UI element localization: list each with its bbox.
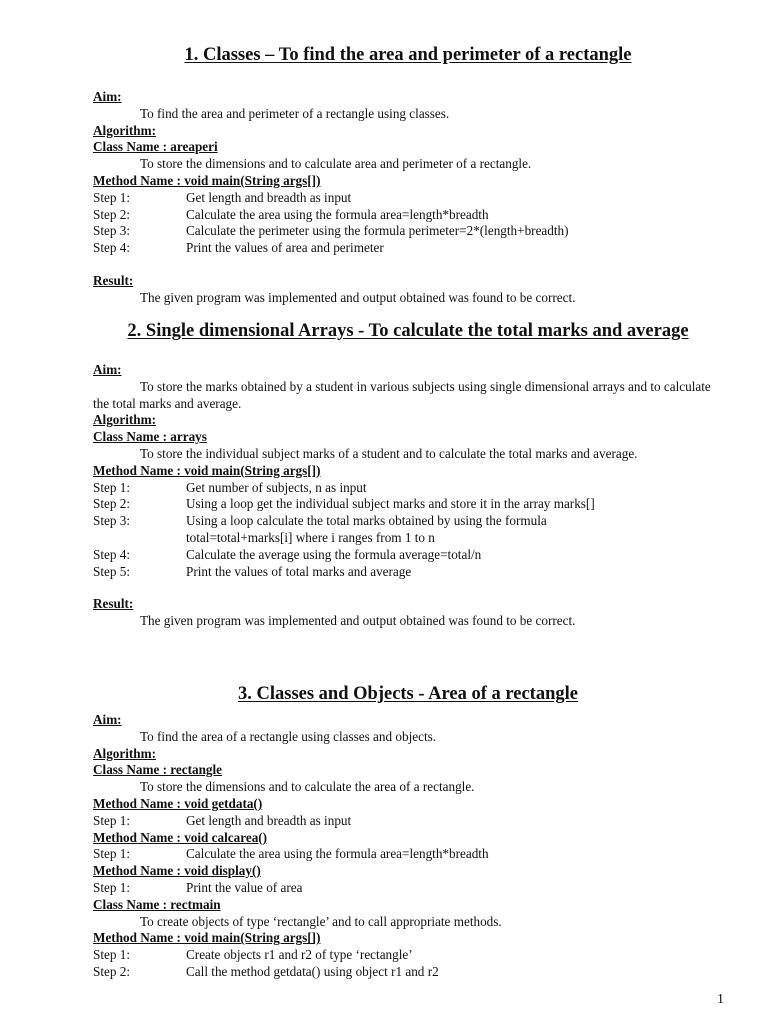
step-row (93, 223, 723, 240)
method-name: Method Name : void main(String args[]) (93, 462, 321, 478)
class-description: To store the dimensions and to calculate the area of a rectangle. (140, 779, 475, 795)
section-title: 3. Classes and Objects - Area of a rectangle (238, 684, 578, 704)
step-number: Step 1: (93, 947, 130, 963)
step-row (93, 496, 723, 513)
algorithm-label: Algorithm: (93, 745, 156, 761)
step-text: Print the values of total marks and average (186, 563, 412, 579)
step-row (93, 207, 723, 224)
aim-text: To store the marks obtained by a student in various subjects using single dimensional arrays and to calculate the total marks and average. (93, 378, 711, 411)
result-label: Result: (93, 272, 134, 288)
aim-text: To find the area and perimeter of a rectangle using classes. (140, 105, 450, 121)
step-row (93, 947, 723, 964)
method-name: Method Name : void main(String args[]) (93, 930, 321, 946)
step-number: Step 1: (93, 189, 130, 205)
step-row (93, 480, 723, 497)
section-3 (93, 683, 723, 981)
step-number: Step 1: (93, 812, 130, 828)
result-text: The given program was implemented and output obtained was found to be correct. (140, 613, 576, 629)
aim-text: To find the area of a rectangle using classes and objects. (140, 728, 437, 744)
section-title: 2. Single dimensional Arrays - To calculate the total marks and average (127, 321, 689, 341)
step-row (93, 813, 723, 830)
step-text: Get number of subjects, n as input (186, 479, 367, 495)
step-number: Step 1: (93, 846, 130, 862)
step-text: Calculate the area using the formula area=length*breadth (186, 846, 489, 862)
class-name: Class Name : rectmain (93, 896, 221, 912)
step-row (93, 547, 723, 564)
step-text: Calculate the average using the formula average=total/n (186, 546, 482, 562)
step-text-line: Using a loop calculate the total marks obtained by using the formula (186, 513, 547, 529)
step-text: Calculate the perimeter using the formula perimeter=2*(length+breadth) (186, 223, 569, 239)
aim-label: Aim: (93, 712, 122, 727)
page-number: 1 (717, 992, 724, 1007)
step-text-line: total=total+marks[i] where i ranges from 1 to n (186, 529, 435, 545)
step-number: Step 4: (93, 546, 130, 562)
step-text: Print the value of area (186, 879, 303, 895)
step-number: Step 1: (93, 479, 130, 495)
step-text: Create objects r1 and r2 of type ‘rectangle’ (186, 947, 413, 963)
class-description: To store the dimensions and to calculate area and perimeter of a rectangle. (140, 156, 532, 172)
step-number: Step 4: (93, 240, 130, 256)
step-row (93, 880, 723, 897)
step-row (93, 964, 723, 981)
result-text: The given program was implemented and output obtained was found to be correct. (140, 289, 576, 305)
method-name: Method Name : void display() (93, 863, 261, 879)
step-row (93, 846, 723, 863)
step-number: Step 1: (93, 879, 130, 895)
method-name: Method Name : void main(String args[]) (93, 172, 321, 188)
step-number: Step 2: (93, 963, 130, 979)
step-number: Step 3: (93, 223, 130, 239)
section-2 (93, 320, 723, 630)
method-name: Method Name : void calcarea() (93, 829, 268, 845)
class-name: Class Name : areaperi (93, 139, 218, 155)
step-row (93, 564, 723, 581)
result-label: Result: (93, 596, 134, 612)
step-text: Get length and breadth as input (186, 812, 352, 828)
step-number: Step 2: (93, 206, 130, 222)
step-text: Using a loop get the individual subject marks and store it in the array marks[] (186, 496, 595, 512)
step-row (93, 190, 723, 207)
step-text: Print the values of area and perimeter (186, 240, 384, 256)
aim-label: Aim: (93, 89, 122, 104)
class-name: Class Name : rectangle (93, 762, 223, 778)
algorithm-label: Algorithm: (93, 122, 156, 138)
section-1 (93, 44, 723, 307)
class-description: To create objects of type ‘rectangle’ and to call appropriate methods. (140, 913, 502, 929)
step-row (93, 240, 723, 257)
aim-label: Aim: (93, 362, 122, 377)
step-text: Get length and breadth as input (186, 189, 352, 205)
algorithm-label: Algorithm: (93, 412, 156, 428)
method-name: Method Name : void getdata() (93, 795, 263, 811)
step-number: Step 2: (93, 496, 130, 512)
step-text: Call the method getdata() using object r1 and r2 (186, 963, 439, 979)
step-text: Calculate the area using the formula area=length*breadth (186, 206, 489, 222)
step-text (186, 513, 723, 547)
step-number: Step 5: (93, 563, 130, 579)
class-name: Class Name : arrays (93, 429, 207, 445)
section-title: 1. Classes – To find the area and perimeter of a rectangle (184, 45, 632, 65)
step-row (93, 513, 723, 547)
step-number: Step 3: (93, 513, 130, 529)
class-description: To store the individual subject marks of a student and to calculate the total marks and average. (140, 445, 638, 461)
